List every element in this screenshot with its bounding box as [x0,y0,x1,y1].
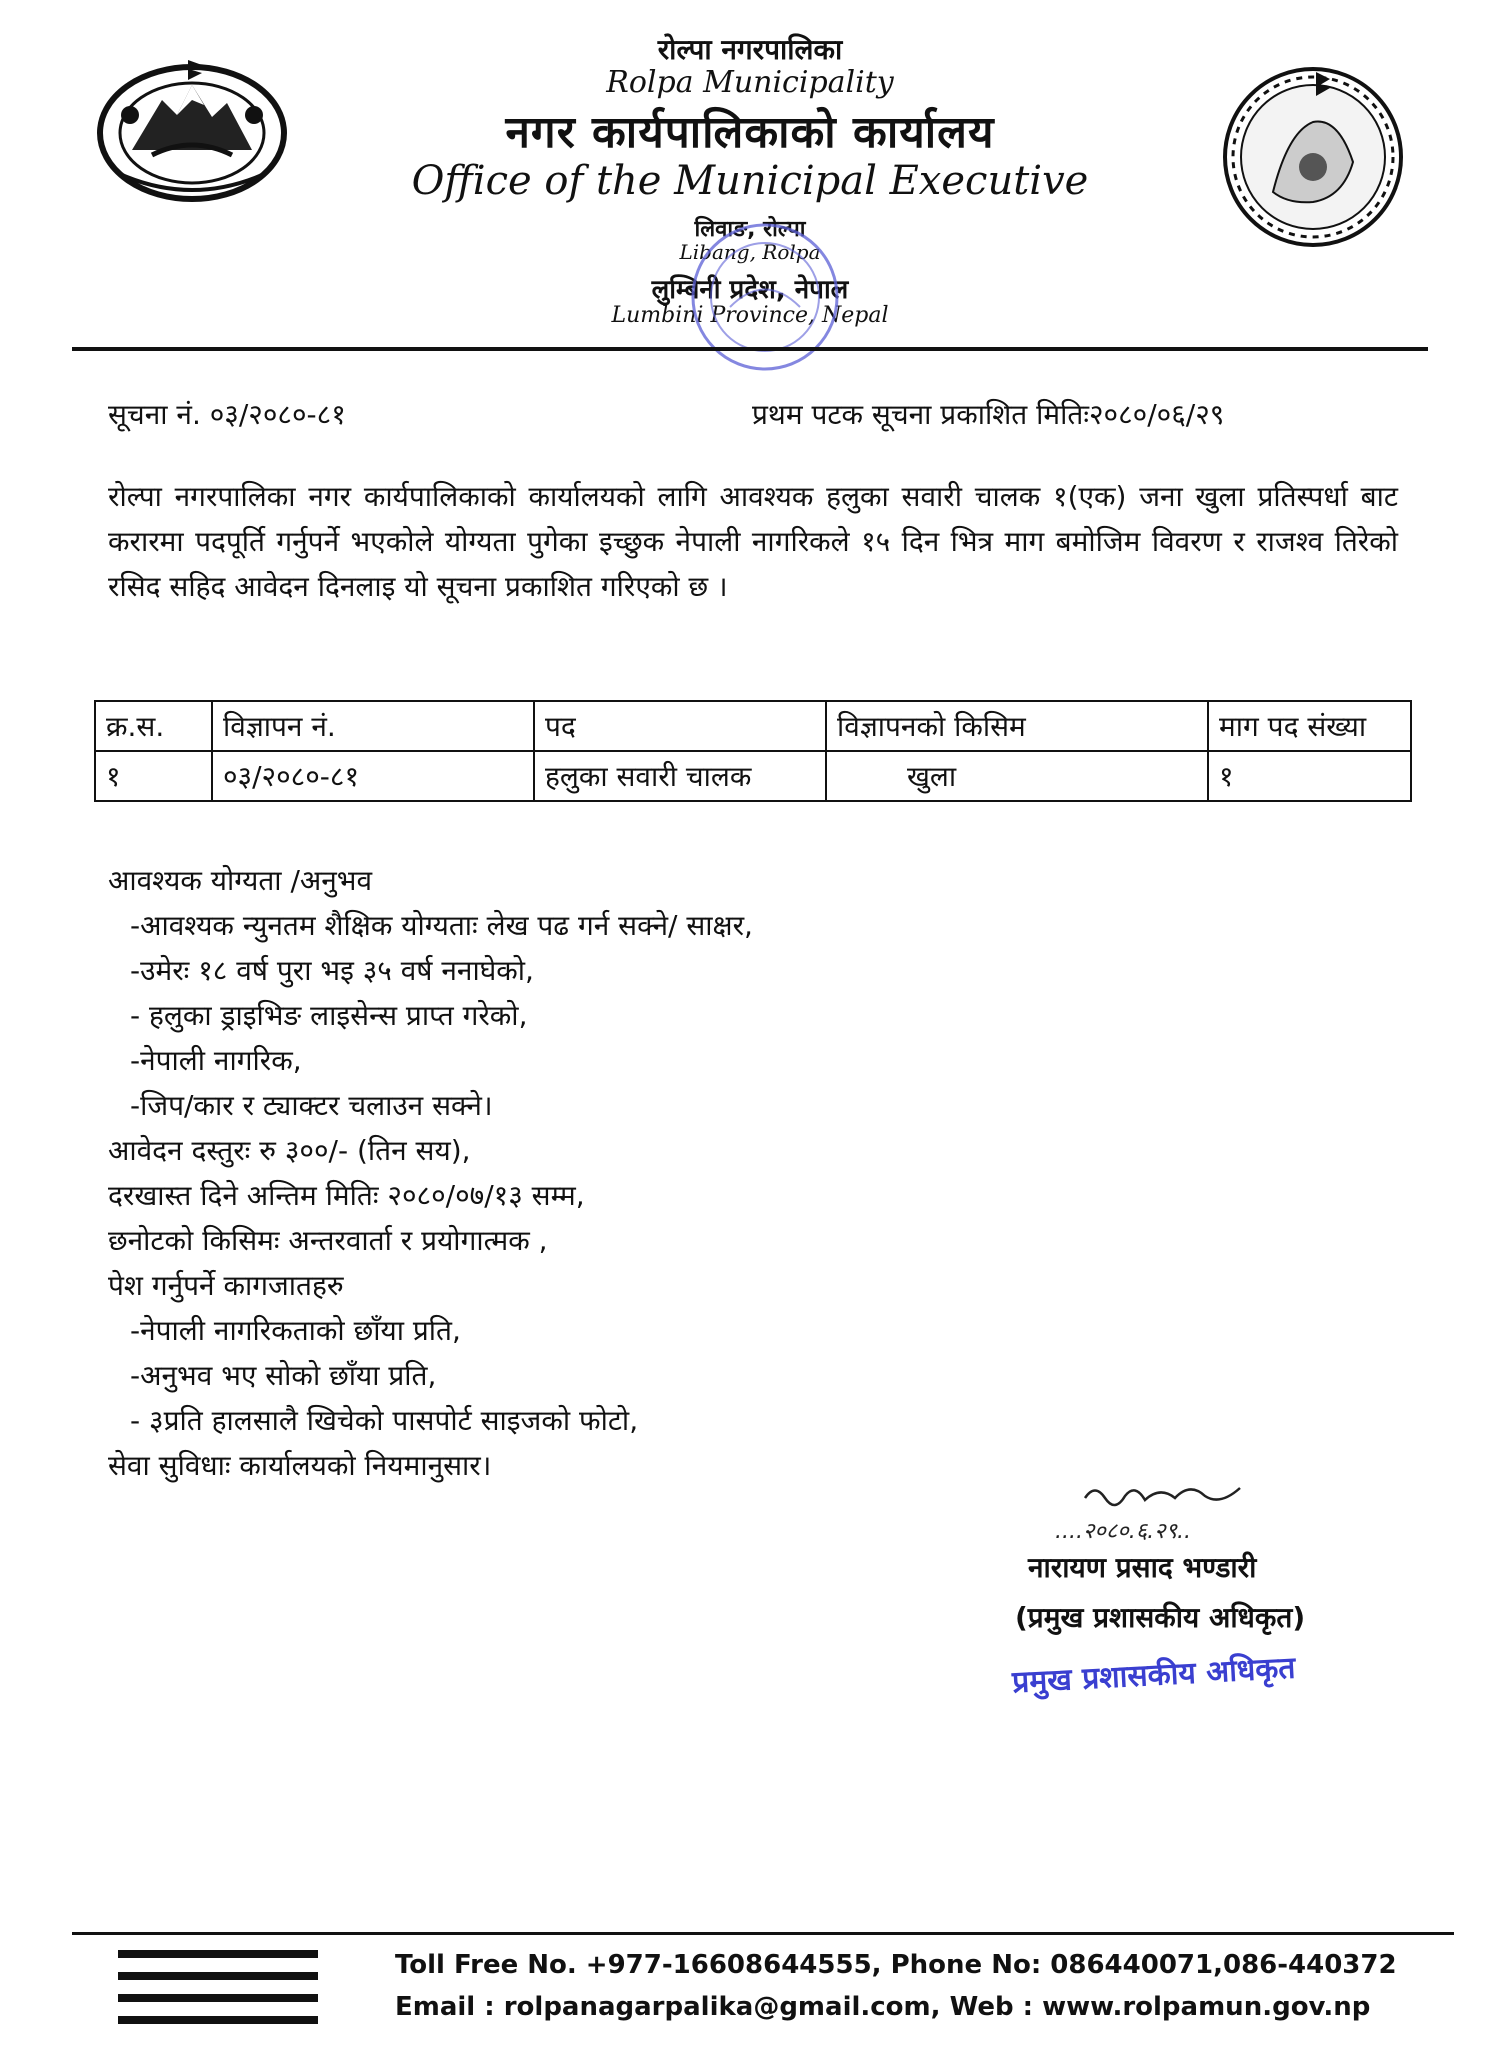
rolpa-municipality-logo [1218,62,1408,252]
office-stamp [660,212,870,387]
place-np: लिवाङ, रोल्पा [694,217,806,242]
document-item: - ३प्रति हालसालै खिचेको पासपोर्ट साइजको फोटो, [130,1404,639,1437]
office-name-en: Office of the Municipal Executive [411,158,1089,204]
header-divider [72,347,1428,351]
designation-stamp: प्रमुख प्रशासकीय अधिकृत [1011,1650,1297,1701]
requirements-heading: आवश्यक योग्यता /अनुभव [108,864,373,897]
requirement-item: -जिप/कार र ट्याक्टर चलाउन सक्ने। [130,1089,493,1122]
document-item: -नेपाली नागरिकताको छाँया प्रति, [130,1314,461,1347]
signatory-name: नारायण प्रसाद भण्डारी [1028,1551,1257,1584]
municipality-name-np: रोल्पा नगरपालिका [657,33,843,66]
handwritten-signature [1080,1478,1250,1508]
cell-post-count: १ [1208,751,1411,801]
municipality-name-en: Rolpa Municipality [606,65,894,100]
col-post-count: माग पद संख्या [1208,701,1411,751]
province-np: लुम्बिनी प्रदेश, नेपाल [651,275,849,305]
requirement-item: -आवश्यक न्युनतम शैक्षिक योग्यताः लेख पढ गर्न सक्ने/ साक्षर, [130,909,753,942]
cell-ad-type: खुला [826,751,1208,801]
footer-phone: Toll Free No. +977-16608644555, Phone No: 086440071,086-440372 [395,1950,1397,1980]
requirement-item: -उमेरः १८ वर्ष पुरा भइ ३५ वर्ष ननाघेको, [130,954,534,987]
col-serial: क्र.स. [95,701,212,751]
document-item: -अनुभव भए सोको छाँया प्रति, [130,1359,437,1392]
requirements-section [108,858,1358,1488]
table-header-row [95,701,1411,751]
col-post: पद [534,701,826,751]
table-row [95,751,1411,801]
signatory-title: (प्रमुख प्रशासकीय अधिकृत) [1015,1601,1306,1634]
place-en: Libang, Rolpa [679,240,821,264]
notice-intro: रोल्पा नगरपालिका नगर कार्यपालिकाको कार्यालयको लागि आवश्यक हलुका सवारी चालक १(एक) जना खुला प्रतिस्पर्धा बाट करारमा पदपूर्ति गर्नुपर्ने भएकोले योग्यता पुगेका इच्छुक नेपाली नागरिकले १५ दिन भित्र माग बमोजिम विवरण र राजश्व तिरेको रसिद सहिद आवेदन दिनलाइ यो सूचना प्रकाशित गरिएको छ । [108,480,1398,603]
publish-date: प्रथम पटक सूचना प्रकाशित मितिः२०८०/०६/२९ [752,398,1225,431]
notice-number: सूचना नं. ०३/२०८०-८१ [108,398,346,431]
cell-post: हलुका सवारी चालक [534,751,826,801]
service-facilities: सेवा सुविधाः कार्यालयको नियमानुसार। [108,1449,492,1482]
application-fee: आवेदन दस्तुरः रु ३००/- (तिन सय), [108,1134,471,1167]
footer-lines-icon [118,1950,318,2038]
requirement-item: -नेपाली नागरिक, [130,1044,302,1077]
office-name-np: नगर कार्यपालिकाको कार्यालय [505,107,995,158]
province-en: Lumbini Province, Nepal [611,303,889,328]
selection-method: छनोटको किसिमः अन्तरवार्ता र प्रयोगात्मक , [108,1224,548,1257]
col-ad-number: विज्ञापन नं. [212,701,534,751]
footer-contact: Email : rolpanagarpalika@gmail.com, Web : www.rolpamun.gov.np [395,1992,1371,2022]
requirement-item: - हलुका ड्राइभिङ लाइसेन्स प्राप्त गरेको, [130,999,528,1032]
nepal-emblem-logo [92,55,292,205]
advertisement-table [94,700,1412,802]
documents-heading: पेश गर्नुपर्ने कागजातहरु [108,1269,344,1302]
cell-ad-number: ०३/२०८०-८१ [212,751,534,801]
signature-date: ....२०८०.६.२९.. [1055,1519,1192,1544]
col-ad-type: विज्ञापनको किसिम [826,701,1208,751]
application-deadline: दरखास्त दिने अन्तिम मितिः २०८०/०७/१३ सम्म, [108,1179,585,1212]
cell-serial: १ [95,751,212,801]
footer-divider [72,1932,1454,1935]
